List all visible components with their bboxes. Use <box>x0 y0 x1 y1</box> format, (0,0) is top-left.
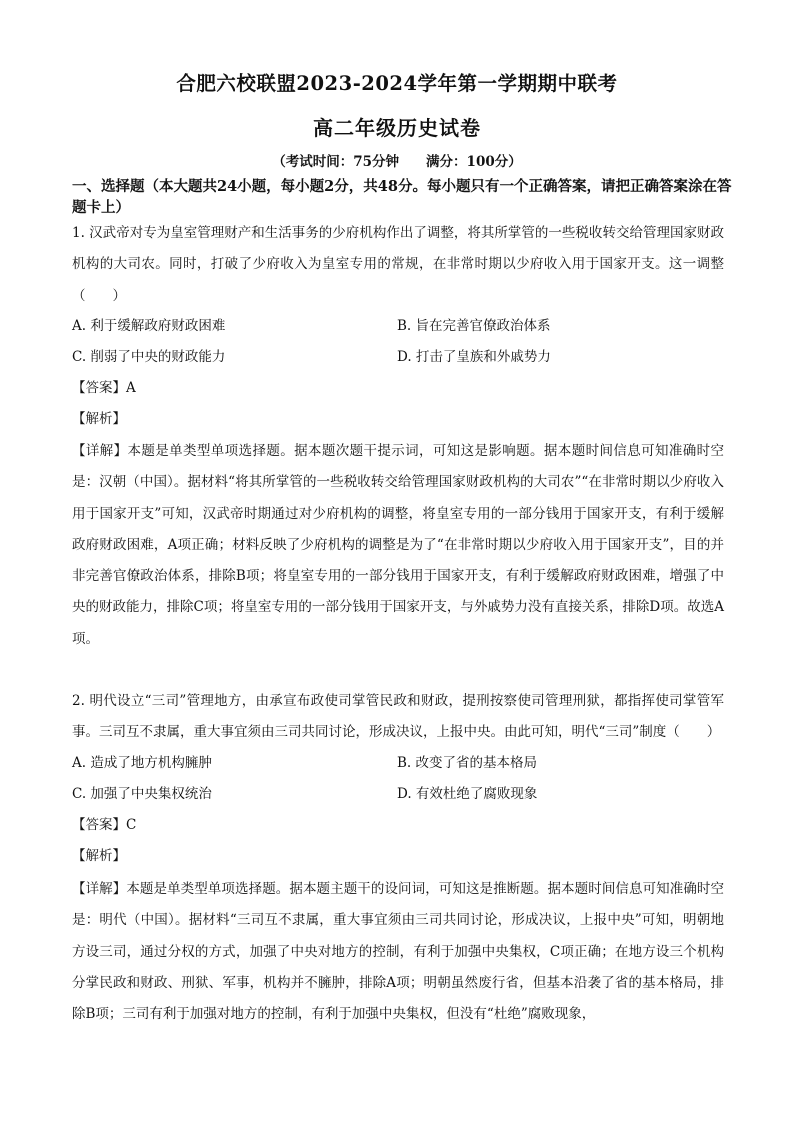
question-2-answer: 【答案】C <box>72 817 137 833</box>
question-1-detail: 【详解】本题是单类型单项选择题。据本题次题干提示词，可知这是影响题。据本题时间信息可知准确时空是：汉朝（中国）。据材料“将其所掌管的一些税收转交给管理国家财政机构的大司农”“在非常时期以少府收入用于国家开支”可知，汉武帝时期通过对少府机构的调整，将皇室专用的一部分钱用于国家开支，有利于缓解政府财政困难，A项正确；材料反映了少府机构的调整是为了“在非常时期以少府收入用于国家开支”，目的并非完善官僚政治体系，排除B项；将皇室专用的一部分钱用于国家开支，有利于缓解政府财政困难，增强了中央的财政能力，排除C项；将皇室专用的一部分钱用于国家开支，与外戚势力没有直接关系，排除D项。故选A项。 <box>72 443 724 647</box>
exam-info: （考试时间：75分钟 满分：100分） <box>272 154 522 170</box>
question-2-option-c: C. 加强了中央集权统治 <box>72 786 212 802</box>
question-1-option-a: A. 利于缓解政府财政困难 <box>72 318 226 334</box>
question-2-analysis-label: 【解析】 <box>72 848 126 864</box>
exam-subtitle: 高二年级历史试卷 <box>313 116 481 140</box>
section-heading: 一、选择题（本大题共24小题，每小题2分，共48分。每小题只有一个正确答案，请把正确答案涂在答题卡上） <box>72 178 732 216</box>
question-1-option-c: C. 削弱了中央的财政能力 <box>72 349 226 365</box>
question-1-answer: 【答案】A <box>72 380 136 396</box>
question-1-stem: 1. 汉武帝对专为皇室管理财产和生活事务的少府机构作出了调整，将其所掌管的一些税收转交给管理国家财政机构的大司农。同时，打破了少府收入为皇室专用的常规，在非常时期以少府收入用于国家开支。这一调整（ ） <box>72 225 724 304</box>
question-2-option-d: D. 有效杜绝了腐败现象 <box>397 786 538 802</box>
question-2-option-b: B. 改变了省的基本格局 <box>397 755 538 771</box>
question-1-analysis-label: 【解析】 <box>72 411 126 427</box>
question-1-option-b: B. 旨在完善官僚政治体系 <box>397 318 551 334</box>
question-2-detail: 【详解】本题是单类型单项选择题。据本题主题干的设问词，可知这是推断题。据本题时间信息可知准确时空是：明代（中国）。据材料“三司互不隶属，重大事宜须由三司共同讨论，形成决议，上报中央”可知，明朝地方设三司，通过分权的方式，加强了中央对地方的控制，有利于加强中央集权，C项正确；在地方设三个机构分掌民政和财政、刑狱、军事，机构并不臃肿，排除A项；明朝虽然废行省，但基本沿袭了省的基本格局，排除B项；三司有利于加强对地方的控制，有利于加强中央集权，但没有“杜绝”腐败现象， <box>72 881 724 1023</box>
question-2-option-a: A. 造成了地方机构臃肿 <box>72 755 212 771</box>
exam-title: 合肥六校联盟2023-2024学年第一学期期中联考 <box>176 72 618 95</box>
question-2-stem: 2. 明代设立“三司”管理地方，由承宣布政使司掌管民政和财政，提刑按察使司管理刑狱，都指挥使司掌管军事。三司互不隶属，重大事宜须由三司共同讨论，形成决议，上报中央。由此可知，明代“三司”制度（ ） <box>72 693 724 741</box>
question-1-option-d: D. 打击了皇族和外戚势力 <box>397 349 551 365</box>
